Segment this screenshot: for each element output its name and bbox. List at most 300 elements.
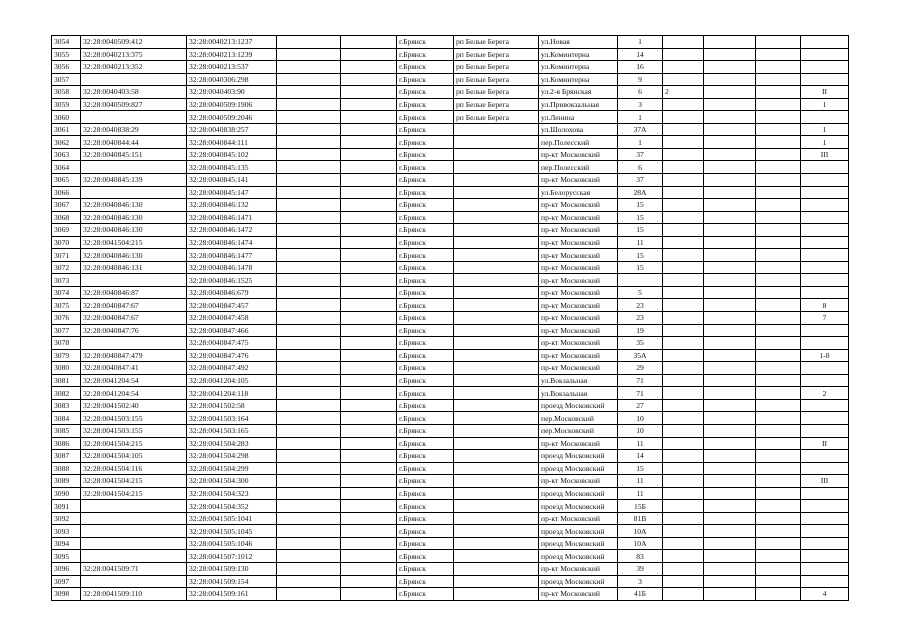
table-cell: 32:28:0040847:475 [187,337,277,350]
table-cell [756,374,801,387]
table-cell: 32:28:0041509:154 [187,575,277,588]
table-cell [801,186,849,199]
table-cell: 3066 [52,186,81,199]
table-cell: 1 [618,36,663,49]
table-cell [341,575,397,588]
table-cell: 11 [618,437,663,450]
table-cell: 32:28:0041502:40 [81,399,187,412]
table-cell: 10 [618,424,663,437]
table-cell: проезд Московский [539,550,618,563]
table-cell: 19 [618,324,663,337]
table-cell: 32:28:0041509:71 [81,562,187,575]
table-cell [81,537,187,550]
table-cell [801,487,849,500]
table-cell: ул.Белорусская [539,186,618,199]
table-cell [704,575,756,588]
table-cell [663,412,704,425]
table-cell [801,324,849,337]
table-cell [341,537,397,550]
table-cell: 3090 [52,487,81,500]
table-cell [341,475,397,488]
table-cell: 32:28:0040846:1525 [187,274,277,287]
table-cell [454,525,539,538]
table-cell: пер.Московский [539,412,618,425]
table-cell: 3063 [52,148,81,161]
table-cell [277,324,341,337]
table-cell [801,424,849,437]
table-cell: 32:28:0040847:466 [187,324,277,337]
table-row [52,550,849,563]
table-cell: 32:28:0040509:2046 [187,111,277,124]
table-cell: пр-кт Московский [539,249,618,262]
table-cell: 3061 [52,123,81,136]
table-cell: г.Брянск [397,61,454,74]
table-cell [756,387,801,400]
table-cell: г.Брянск [397,111,454,124]
table-cell [801,412,849,425]
table-cell [801,48,849,61]
table-cell: 32:28:0040846:130 [81,249,187,262]
table-cell: 3070 [52,236,81,249]
table-cell [663,98,704,111]
table-cell [704,211,756,224]
table-cell: г.Брянск [397,349,454,362]
table-cell: 3091 [52,500,81,513]
table-cell [756,199,801,212]
table-cell [277,48,341,61]
table-cell: 3076 [52,312,81,325]
table-cell: ул.Шолохова [539,123,618,136]
table-cell [663,286,704,299]
table-row [52,224,849,237]
table-cell [277,161,341,174]
table-cell: пр-кт Московский [539,362,618,375]
table-cell [341,286,397,299]
table-cell: 3065 [52,174,81,187]
table-cell: 32:28:0040509:412 [81,36,187,49]
table-cell: г.Брянск [397,512,454,525]
table-cell [341,512,397,525]
table-cell: проезд Московский [539,500,618,513]
table-cell: ул.Коминтерна [539,48,618,61]
table-cell [454,123,539,136]
table-cell [454,148,539,161]
table-cell: 81В [618,512,663,525]
table-cell [454,462,539,475]
table-cell: г.Брянск [397,550,454,563]
table-cell [756,462,801,475]
table-cell [704,199,756,212]
table-cell [341,312,397,325]
table-cell: г.Брянск [397,437,454,450]
table-cell [454,224,539,237]
table-cell [663,299,704,312]
table-cell: г.Брянск [397,236,454,249]
table-cell: г.Брянск [397,462,454,475]
table-cell: 32:28:0041505:1041 [187,512,277,525]
table-row [52,562,849,575]
table-cell [756,512,801,525]
table-cell: 14 [618,48,663,61]
table-cell: г.Брянск [397,123,454,136]
table-cell [341,337,397,350]
table-row [52,349,849,362]
table-cell: 32:28:0040403:58 [81,86,187,99]
table-cell [277,123,341,136]
table-cell [663,512,704,525]
table-cell [663,73,704,86]
table-cell [277,399,341,412]
table-cell [341,199,397,212]
table-cell [277,424,341,437]
table-cell [756,161,801,174]
table-cell: пр-кт Московский [539,588,618,601]
table-cell: 10 [618,412,663,425]
table-cell [663,575,704,588]
table-cell: 3062 [52,136,81,149]
table-cell: 11 [618,487,663,500]
table-cell [277,312,341,325]
table-cell: 15 [618,249,663,262]
table-cell: г.Брянск [397,362,454,375]
table-cell: г.Брянск [397,148,454,161]
table-cell: 32:28:0040846:132 [187,199,277,212]
table-cell [341,174,397,187]
table-cell [277,562,341,575]
table-cell [801,512,849,525]
table-row [52,148,849,161]
table-cell: 3071 [52,249,81,262]
table-cell [801,374,849,387]
table-cell: 32:28:0041204:118 [187,387,277,400]
table-cell: г.Брянск [397,86,454,99]
table-cell: 10А [618,525,663,538]
table-cell [277,349,341,362]
table-row [52,199,849,212]
table-cell [801,61,849,74]
table-cell: 3055 [52,48,81,61]
table-cell: ул.Коминтерна [539,61,618,74]
table-cell: 32:28:0040213:537 [187,61,277,74]
table-cell: пр-кт Московский [539,512,618,525]
table-cell [756,588,801,601]
table-cell [704,562,756,575]
table-cell [341,299,397,312]
table-cell [801,575,849,588]
table-cell [341,450,397,463]
table-cell: 32:28:0040847:492 [187,362,277,375]
table-cell: ул.Ленина [539,111,618,124]
table-cell: 3057 [52,73,81,86]
table-cell [341,148,397,161]
table-cell [341,86,397,99]
table-cell: г.Брянск [397,224,454,237]
table-cell: 71 [618,387,663,400]
table-cell: 41Б [618,588,663,601]
table-cell [454,450,539,463]
table-cell [454,588,539,601]
table-cell [341,412,397,425]
table-row [52,123,849,136]
table-cell: 2 [663,86,704,99]
table-cell: 3077 [52,324,81,337]
table-cell [277,299,341,312]
table-cell [801,161,849,174]
table-cell [704,475,756,488]
table-row [52,36,849,49]
table-cell [756,111,801,124]
table-cell [704,224,756,237]
table-cell [663,475,704,488]
table-cell: 29 [618,362,663,375]
table-cell [756,487,801,500]
table-cell [454,512,539,525]
table-cell: 32:28:0041504:215 [81,475,187,488]
table-cell: 32:28:0041204:54 [81,374,187,387]
table-cell [801,261,849,274]
table-cell [277,98,341,111]
table-cell: пр-кт Московский [539,562,618,575]
table-cell [704,512,756,525]
table-cell: 15Б [618,500,663,513]
table-cell: 6 [618,161,663,174]
table-row [52,98,849,111]
table-cell: 32:28:0040846:1472 [187,224,277,237]
table-cell [663,36,704,49]
table-cell: 3087 [52,450,81,463]
table-cell: г.Брянск [397,161,454,174]
table-cell: г.Брянск [397,387,454,400]
table-cell: 32:28:0040847:476 [187,349,277,362]
table-cell [454,387,539,400]
table-cell: рп Белые Берега [454,61,539,74]
table-cell [341,161,397,174]
table-cell [341,36,397,49]
table-row [52,286,849,299]
table-cell: 71 [618,374,663,387]
table-cell: III [801,148,849,161]
table-cell [277,362,341,375]
table-cell: 3080 [52,362,81,375]
table-cell: г.Брянск [397,249,454,262]
table-cell: 11 [618,475,663,488]
table-cell: 11 [618,236,663,249]
table-cell [341,487,397,500]
table-cell: 32:28:0040846:87 [81,286,187,299]
table-cell [704,136,756,149]
table-cell [801,500,849,513]
table-cell: г.Брянск [397,73,454,86]
table-cell: г.Брянск [397,312,454,325]
table-cell [277,537,341,550]
table-cell: 3069 [52,224,81,237]
table-cell [801,211,849,224]
table-cell [704,500,756,513]
table-cell: пр-кт Московский [539,437,618,450]
table-cell: 3081 [52,374,81,387]
table-cell: 3083 [52,399,81,412]
table-cell: 32:28:0041504:116 [81,462,187,475]
table-cell: 32:28:0040847:76 [81,324,187,337]
table-cell [756,236,801,249]
table-cell [704,111,756,124]
table-cell [704,86,756,99]
table-cell [663,111,704,124]
table-cell [341,111,397,124]
table-cell [801,224,849,237]
table-cell: 32:28:0041504:298 [187,450,277,463]
table-cell: 32:28:0040847:457 [187,299,277,312]
table-cell: 32:28:0040847:67 [81,312,187,325]
table-cell [756,525,801,538]
table-cell [277,462,341,475]
table-cell [756,148,801,161]
table-cell: проезд Московский [539,525,618,538]
table-cell [801,562,849,575]
table-cell [277,249,341,262]
table-cell: пр-кт Московский [539,337,618,350]
table-cell [801,337,849,350]
table-cell [454,537,539,550]
table-cell: г.Брянск [397,412,454,425]
table-cell [704,399,756,412]
table-row [52,412,849,425]
table-cell: рп Белые Берега [454,73,539,86]
table-cell [663,588,704,601]
table-cell [454,562,539,575]
table-cell [277,136,341,149]
table-cell [277,374,341,387]
table-cell [756,299,801,312]
table-cell: 4 [801,588,849,601]
table-cell [756,562,801,575]
table-cell: 15 [618,224,663,237]
table-cell: 32:28:0041507:1012 [187,550,277,563]
table-cell: г.Брянск [397,450,454,463]
table-cell: 3054 [52,36,81,49]
table-cell [663,500,704,513]
table-cell [454,299,539,312]
table-cell [454,437,539,450]
table-cell [704,337,756,350]
table-row [52,312,849,325]
table-cell: проезд Московский [539,462,618,475]
table-cell [341,236,397,249]
table-cell: 32:28:0041504:283 [187,437,277,450]
table-cell [277,211,341,224]
table-cell [663,349,704,362]
table-cell: 3072 [52,261,81,274]
table-cell: г.Брянск [397,575,454,588]
table-row [52,374,849,387]
table-cell [277,148,341,161]
table-cell [454,211,539,224]
table-cell: 83 [618,550,663,563]
table-cell: 3067 [52,199,81,212]
table-cell [341,73,397,86]
table-cell [756,136,801,149]
table-cell [341,588,397,601]
table-cell [277,261,341,274]
table-cell: 9 [618,73,663,86]
table-cell: 32:28:0040846:1471 [187,211,277,224]
table-cell [801,236,849,249]
table-cell [756,312,801,325]
table-cell: г.Брянск [397,299,454,312]
table-row [52,512,849,525]
table-cell [801,111,849,124]
table-row [52,475,849,488]
table-cell [341,136,397,149]
table-cell [277,575,341,588]
table-row [52,236,849,249]
table-cell: проезд Московский [539,450,618,463]
table-cell: 3092 [52,512,81,525]
table-cell: г.Брянск [397,337,454,350]
table-cell: 35А [618,349,663,362]
table-cell [81,274,187,287]
table-cell: 27 [618,399,663,412]
table-cell [663,61,704,74]
table-cell [663,437,704,450]
table-cell: пр-кт Московский [539,148,618,161]
table-cell [663,48,704,61]
table-cell [704,161,756,174]
table-cell [801,525,849,538]
table-cell [756,73,801,86]
table-cell: г.Брянск [397,274,454,287]
table-cell [704,412,756,425]
table-cell: рп Белые Берега [454,86,539,99]
table-cell [277,550,341,563]
table-cell: 3064 [52,161,81,174]
table-cell [81,550,187,563]
table-cell [277,111,341,124]
table-cell [663,199,704,212]
table-cell [663,399,704,412]
table-cell [704,73,756,86]
table-cell [663,148,704,161]
table-row [52,487,849,500]
table-cell [454,550,539,563]
table-cell: проезд Московский [539,399,618,412]
table-cell: 32:28:0040306:298 [187,73,277,86]
table-row [52,48,849,61]
table-cell: 32:28:0041504:299 [187,462,277,475]
table-cell [756,399,801,412]
table-cell: 32:28:0041509:130 [187,562,277,575]
table-cell: 15 [618,462,663,475]
table-cell: 32:28:0040213:352 [81,61,187,74]
table-cell [454,199,539,212]
table-cell [341,274,397,287]
table-cell [704,48,756,61]
table-cell: пер.Полесский [539,136,618,149]
table-cell [663,374,704,387]
table-cell: 3075 [52,299,81,312]
table-cell [277,475,341,488]
table-cell [81,575,187,588]
table-cell [704,286,756,299]
table-cell: 3068 [52,211,81,224]
table-row [52,399,849,412]
table-cell [756,550,801,563]
table-cell: 32:28:0040509:827 [81,98,187,111]
table-cell: 32:28:0041504:215 [81,437,187,450]
table-cell [756,437,801,450]
table-cell [277,86,341,99]
table-cell: 3058 [52,86,81,99]
